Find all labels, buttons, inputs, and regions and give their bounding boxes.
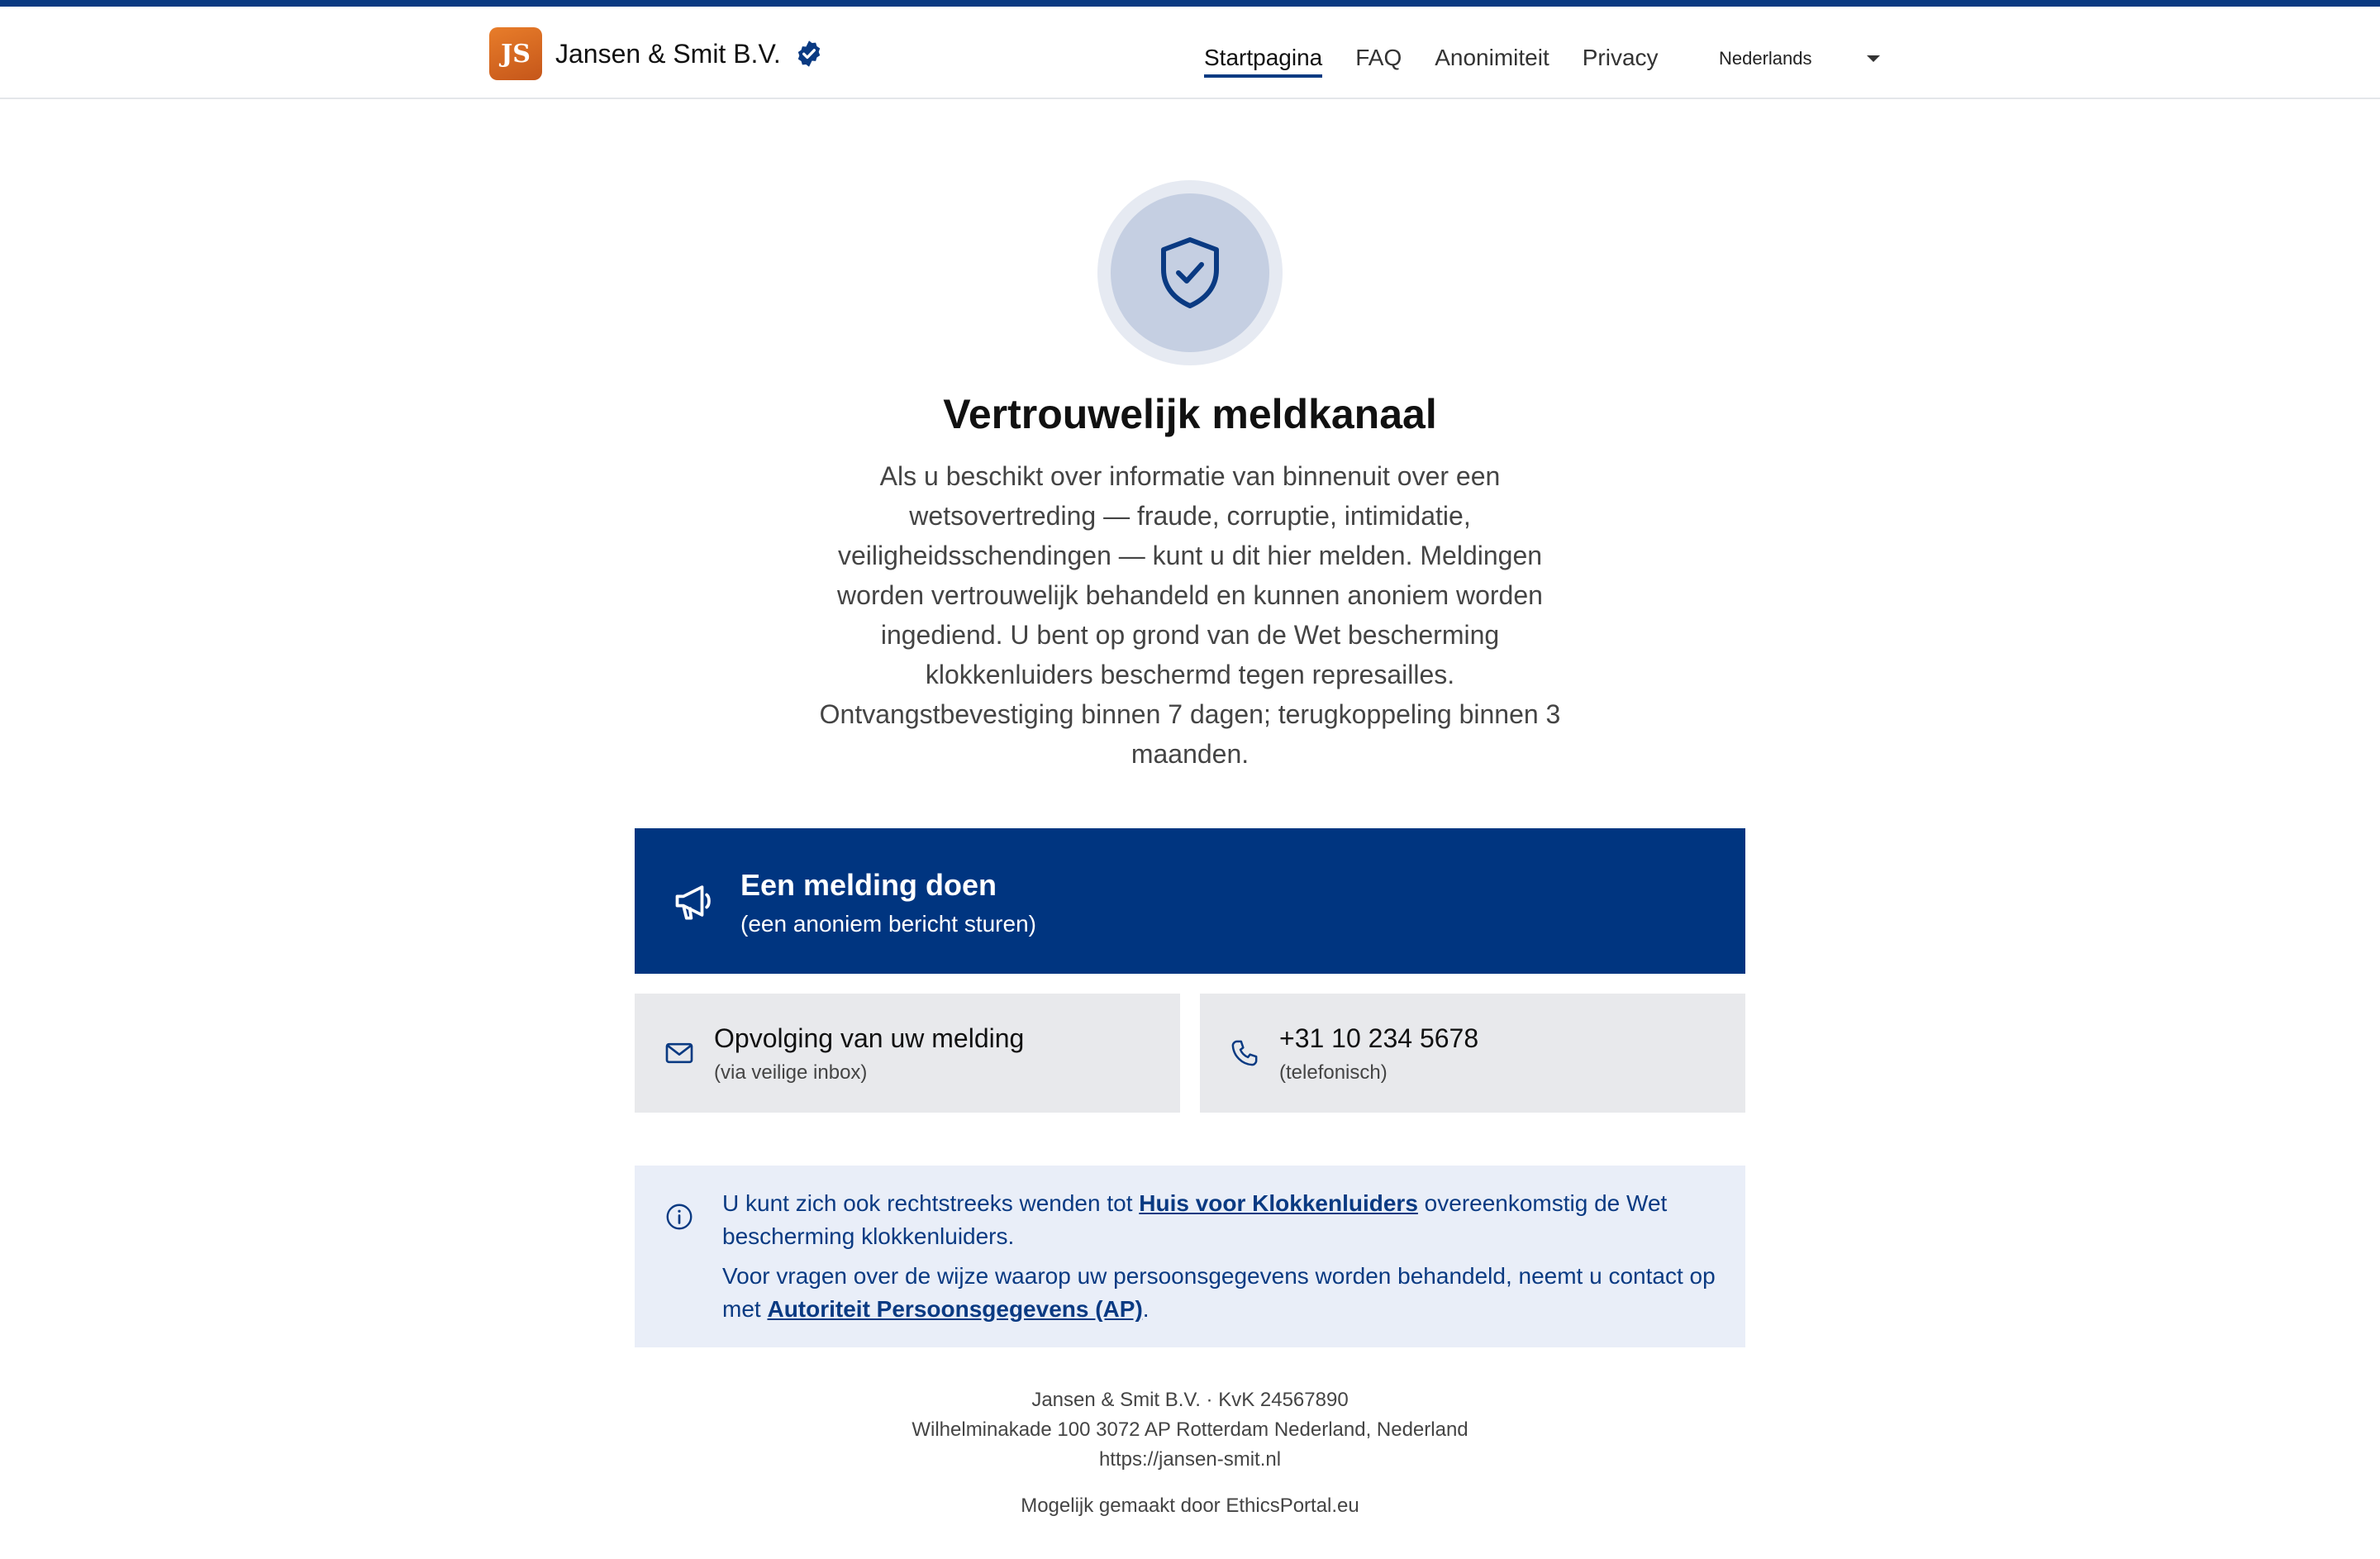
footer-powered-by[interactable]: Mogelijk gemaakt door EthicsPortal.eu (1021, 1495, 1359, 1517)
phone-subtitle: (telefonisch) (1279, 1061, 1388, 1084)
footer-address: Wilhelminakade 100 3072 AP Rotterdam Nederland, Nederland (912, 1418, 1468, 1441)
info-line-2 (722, 1260, 1722, 1326)
info-text (722, 1187, 1722, 1333)
intro-text: Als u beschikt over informatie van binnenuit over een wetsovertreding — fraude, corruptie, intimidatie, veiligheidsschendingen — kunt u dit hier melden. Meldingen worden vertrouwelijk behandeld en kunnen anoniem worden ingediend. U bent op grond van de Wet bescherming klokkenluiders beschermd tegen represailles. Ontvangstbevestiging binnen 7 dagen; terugkoppeling binnen 3 maanden. (819, 461, 1561, 769)
verified-badge-icon (794, 39, 824, 69)
autoriteit-persoonsgegevens-link[interactable]: Autoriteit Persoonsgegevens (AP) (767, 1296, 1143, 1322)
follow-up-title: Opvolging van uw melding (714, 1023, 1025, 1053)
report-button-subtitle: (een anoniem bericht sturen) (740, 911, 1036, 937)
info-line-2-text-end: . (1142, 1296, 1150, 1322)
language-select[interactable] (1719, 48, 1880, 69)
info-icon (664, 1202, 694, 1232)
follow-up-card[interactable] (635, 994, 1180, 1113)
nav-privacy[interactable]: Privacy (1582, 45, 1659, 70)
info-line-2-text: Voor vragen over de wijze waarop uw persoonsgegevens worden behandeld, neemt u contact op met (722, 1263, 1716, 1322)
nav-faq[interactable]: FAQ (1355, 45, 1402, 70)
huis-voor-klokkenluiders-link[interactable]: Huis voor Klokkenluiders (1139, 1190, 1418, 1216)
footer-website[interactable]: https://jansen-smit.nl (1098, 1448, 1282, 1471)
chevron-down-icon (1867, 55, 1880, 62)
top-accent-bar (0, 0, 2380, 7)
site-header (0, 7, 2380, 99)
report-button[interactable] (635, 828, 1745, 974)
report-button-title: Een melding doen (740, 868, 997, 902)
phone-number: +31 10 234 5678 (1279, 1023, 1479, 1053)
phone-card[interactable] (1200, 994, 1745, 1113)
info-box (635, 1166, 1745, 1347)
follow-up-subtitle: (via veilige inbox) (714, 1061, 868, 1084)
language-label: Nederlands (1719, 48, 1812, 69)
nav-anonimiteit[interactable]: Anonimiteit (1435, 45, 1549, 70)
shield-check-icon (1150, 233, 1230, 312)
hero-icon-inner (1111, 193, 1269, 352)
company-name: Jansen & Smit B.V. (555, 38, 781, 69)
page-title: Vertrouwelijk meldkanaal (943, 391, 1437, 437)
info-line-1-text: U kunt zich ook rechtstreeks wenden tot (722, 1190, 1140, 1216)
company-logo: JS (489, 27, 542, 80)
megaphone-icon (671, 876, 721, 926)
main-nav (1204, 43, 1692, 73)
footer-company: Jansen & Smit B.V. · KvK 24567890 (1031, 1389, 1349, 1411)
site-footer (0, 1385, 2380, 1521)
phone-icon (1228, 1037, 1261, 1070)
brand[interactable] (489, 27, 824, 80)
nav-startpagina[interactable]: Startpagina (1204, 43, 1322, 73)
hero-icon-circle (1097, 180, 1283, 365)
info-line-1 (722, 1187, 1722, 1253)
info-line-1-text-end: overeenkomstig de Wet bescherming klokkenluiders. (722, 1190, 1668, 1249)
envelope-icon (663, 1037, 696, 1070)
